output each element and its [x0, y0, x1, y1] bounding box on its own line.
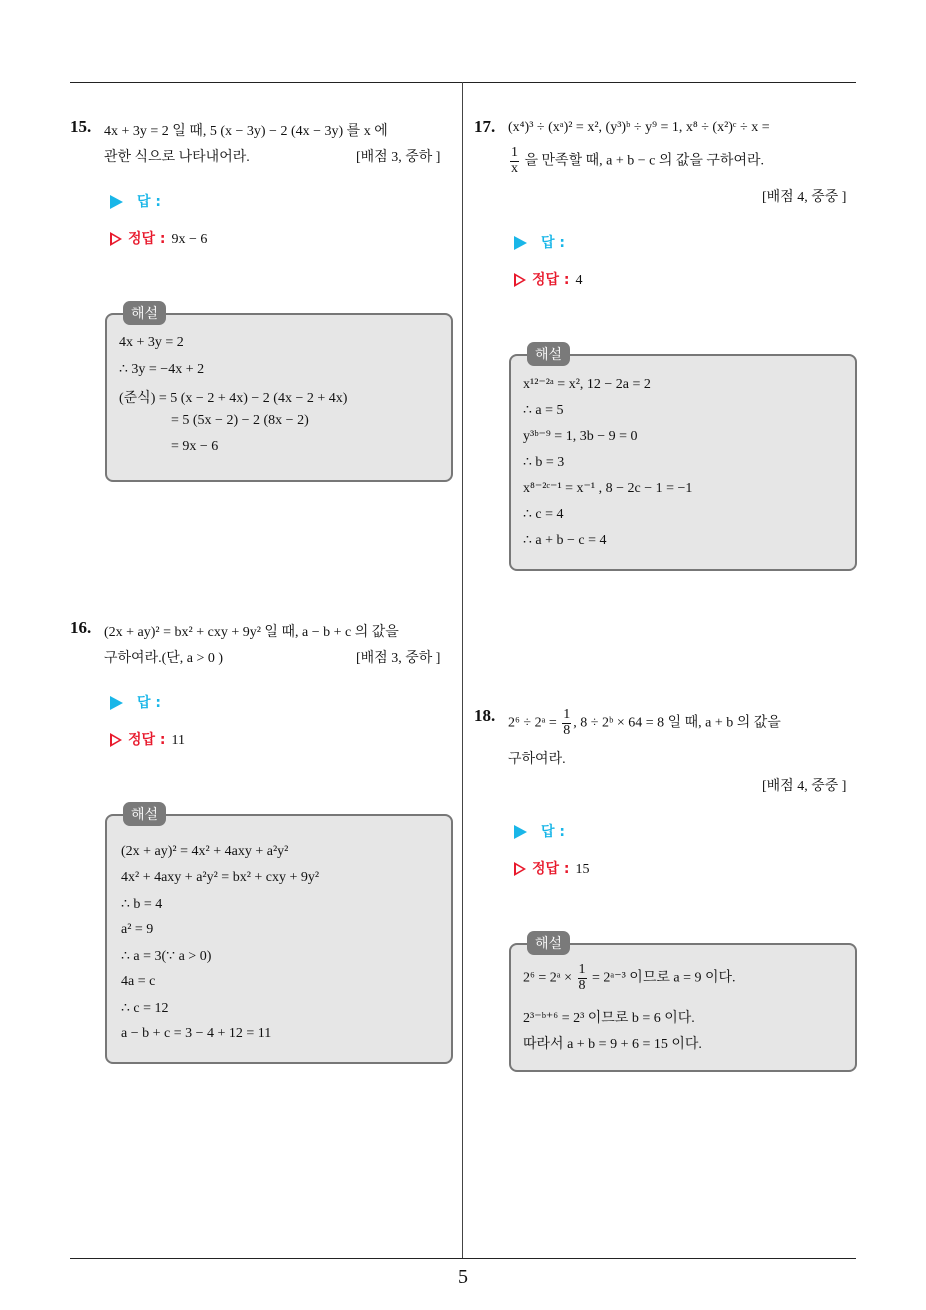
problem-text-line2: $\frac{1}{x}$ 을 만족할 때, a + b − c 의 값을 구하여라.: [511, 145, 765, 176]
solution-line: y³ᵇ⁻⁹ = 1, 3b − 9 = 0: [523, 429, 638, 444]
solution-line: a − b + c = 3 − 4 + 12 = 11: [121, 1026, 272, 1041]
problem-text-line1: (x⁴)³ ÷ (xᵃ)² = x², (y³)ᵇ ÷ y⁹ = 1, x⁸ ÷ (x²)ᶜ ÷ x =: [508, 120, 770, 135]
play-triangle-icon: [110, 195, 123, 209]
bottom-rule: [70, 1258, 856, 1259]
answer-field[interactable]: 답 :: [110, 191, 161, 211]
solution-line: ∴ a + b − c = 4: [523, 533, 607, 548]
solution-box: [509, 936, 857, 1072]
solution-line: ∴ a = 3(∵ a > 0): [121, 949, 212, 964]
solution-line: 4x² + 4axy + a²y² = bx² + cxy + 9y²: [121, 870, 320, 885]
answer-field[interactable]: 답 :: [110, 692, 161, 712]
top-rule: [70, 82, 856, 83]
score-label: [배점 4, 중중 ]: [762, 190, 847, 205]
solution-tag: 해설: [527, 342, 570, 366]
correct-answer: 정답 : 11: [110, 729, 185, 749]
solution-line: 따라서 a + b = 9 + 6 = 15 이다.: [523, 1037, 702, 1052]
solution-line: 4x + 3y = 2: [119, 335, 184, 350]
play-triangle-icon: [514, 825, 527, 839]
problem-text-line2: 구하여라.(단, a > 0 ): [104, 651, 224, 666]
play-triangle-icon: [110, 696, 123, 710]
solution-line: = 9x − 6: [171, 439, 219, 454]
solution-line: ∴ b = 4: [121, 897, 163, 912]
play-triangle-icon: [514, 236, 527, 250]
outline-triangle-icon: [110, 232, 122, 246]
solution-line: 2⁶ = 2ᵃ × $\frac{1}{8}$ = 2ᵃ⁻³ 이므로 a = 9 이다.: [523, 962, 736, 993]
problem-number: 17.: [474, 117, 496, 136]
solution-line: x¹²⁻²ᵃ = x², 12 − 2a = 2: [523, 377, 651, 392]
solution-box: [105, 807, 453, 1064]
page-number: 5: [458, 1266, 468, 1288]
solution-box: [509, 347, 857, 571]
answer-field[interactable]: 답 :: [514, 821, 565, 841]
problem-text-line1: (2x + ay)² = bx² + cxy + 9y² 일 때, a − b + c 의 값을: [104, 625, 399, 640]
solution-line: 2³⁻ᵇ⁺⁶ = 2³ 이므로 b = 6 이다.: [523, 1011, 695, 1026]
solution-tag: 해설: [123, 301, 166, 325]
solution-line: = 5 (5x − 2) − 2 (8x − 2): [171, 413, 309, 428]
solution-box: [105, 306, 453, 482]
problem-number: 15.: [70, 117, 92, 136]
problem-text-line2: 관한 식으로 나타내어라.: [104, 150, 250, 165]
answer-field[interactable]: 답 :: [514, 232, 565, 252]
solution-tag: 해설: [527, 931, 570, 955]
correct-answer: 정답 : 15: [514, 858, 590, 878]
fraction: $\frac{1}{x}$: [511, 145, 518, 176]
outline-triangle-icon: [514, 862, 526, 876]
solution-line: ∴ b = 3: [523, 455, 565, 470]
correct-answer: 정답 : 4: [514, 269, 583, 289]
column-divider: [462, 82, 463, 1258]
problem-text-line1: 4x + 3y = 2 일 때, 5 (x − 3y) − 2 (4x − 3y) 를 x 에: [104, 124, 388, 139]
fraction: $\frac{1}{8}$: [578, 962, 586, 993]
problem-number: 18.: [474, 706, 496, 725]
solution-line: x⁸⁻²ᶜ⁻¹ = x⁻¹ , 8 − 2c − 1 = −1: [523, 481, 693, 496]
problem-number: 16.: [70, 618, 92, 637]
score-label: [배점 4, 중중 ]: [762, 779, 847, 794]
solution-line: ∴ 3y = −4x + 2: [119, 362, 205, 377]
solution-line: a² = 9: [121, 922, 154, 937]
fraction: $\frac{1}{8}$: [563, 707, 571, 738]
outline-triangle-icon: [514, 273, 526, 287]
solution-line: ∴ c = 4: [523, 507, 564, 522]
score-label: [배점 3, 중하 ]: [356, 150, 441, 165]
solution-line: (2x + ay)² = 4x² + 4axy + a²y²: [121, 844, 289, 859]
solution-tag: 해설: [123, 802, 166, 826]
correct-answer: 정답 : 9x − 6: [110, 228, 207, 248]
outline-triangle-icon: [110, 733, 122, 747]
solution-line: ∴ a = 5: [523, 403, 564, 418]
problem-text-line1: 2⁶ ÷ 2ᵃ = $\frac{1}{8}$ , 8 ÷ 2ᵇ × 64 = 8 일 때, a + b 의 값을: [508, 707, 781, 738]
solution-line: 4a = c: [121, 974, 156, 989]
solution-line: (준식) = 5 (x − 2 + 4x) − 2 (4x − 2 + 4x): [119, 391, 348, 406]
problem-text-line2: 구하여라.: [508, 752, 566, 767]
score-label: [배점 3, 중하 ]: [356, 651, 441, 666]
solution-line: ∴ c = 12: [121, 1001, 169, 1016]
